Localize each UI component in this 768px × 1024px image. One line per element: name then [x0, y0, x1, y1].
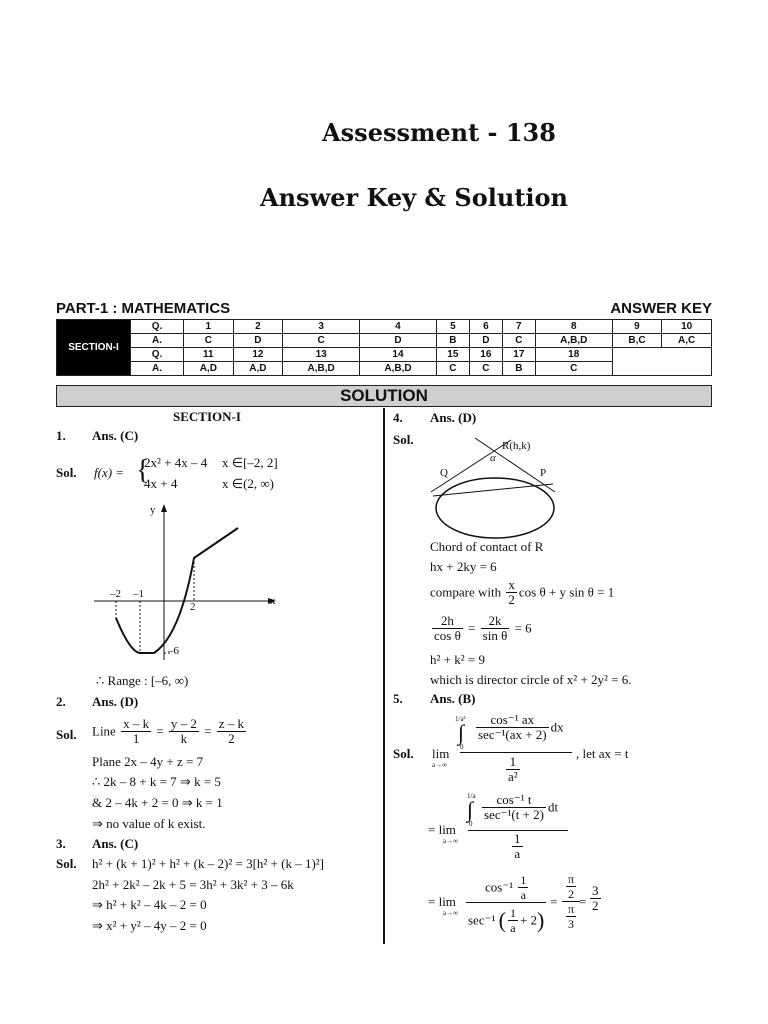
frac-den: cos θ	[434, 628, 461, 643]
den1	[504, 755, 522, 784]
frac-num: x	[508, 577, 515, 592]
integral-sign: ∫	[458, 720, 465, 745]
q4-line6: which is director circle of x² + 2y² = 6.	[430, 672, 632, 687]
frac-num: 3	[592, 883, 599, 898]
eq3: =	[550, 894, 558, 909]
part-label: PART-1 : MATHEMATICS	[56, 300, 231, 317]
frac3-den: 2	[228, 731, 235, 746]
q4-line3	[430, 578, 614, 607]
frac-den: 3	[568, 917, 575, 931]
a-cell: B,C	[612, 334, 662, 348]
frac-num: 1	[514, 831, 521, 846]
q1-case2-domain: x ∈(2, ∞)	[222, 476, 274, 491]
q-cell: 1	[184, 320, 234, 334]
q-cell: 8	[535, 320, 612, 334]
q4-line2: hx + 2ky = 6	[430, 559, 497, 574]
frac-num: 2h	[432, 614, 463, 629]
frac-den: a	[514, 846, 521, 861]
frac-num: π	[568, 872, 575, 886]
q-cell: 11	[184, 348, 234, 362]
a-label: A.	[131, 362, 184, 376]
q-cell: 4	[360, 320, 437, 334]
a-cell: D	[469, 334, 502, 348]
frac-bar	[460, 752, 572, 753]
q-cell: 18	[535, 348, 612, 362]
lim2-sub: a→∞	[443, 837, 459, 845]
label-P: P	[540, 467, 547, 479]
page-subtitle: Answer Key & Solution	[259, 183, 568, 212]
q4-line1: Chord of contact of R	[430, 539, 544, 554]
integral-sign: ∫	[467, 797, 474, 822]
lim2: = lim	[428, 822, 456, 837]
q4-line4: $\frac{2h}{\text{cos θ}}$ = $\frac{2k}{\text{sin θ}}$ = 6	[434, 613, 532, 643]
brace: {	[136, 455, 150, 486]
x-label: x	[270, 595, 276, 607]
a-cell: A,B,D	[535, 334, 612, 348]
q2-line4: & 2 – 4k + 2 = 0 ⇒ k = 1	[92, 795, 223, 810]
a-cell: C	[436, 362, 469, 376]
frac-den: 2	[508, 592, 515, 607]
a-cell: A,C	[662, 334, 712, 348]
a-label: A.	[131, 334, 184, 348]
function-graph	[90, 500, 290, 670]
q-cell: 9	[612, 320, 662, 334]
den3: sec⁻¹ ( $\frac{1}{a}$ + 2)	[468, 906, 545, 935]
frac-den: a²	[508, 769, 518, 784]
q-cell: 7	[502, 320, 535, 334]
a-cell: A,B,D	[360, 362, 437, 376]
a-cell: A,B,D	[283, 362, 360, 376]
asec-text: sec⁻¹	[468, 912, 496, 928]
lower-limit: 0	[469, 820, 473, 828]
plus-two: + 2	[519, 912, 538, 928]
q3-line4: ⇒ x² + y² – 4y – 2 = 0	[92, 918, 207, 933]
q2-number: 2.	[56, 694, 66, 709]
int2-frac	[480, 793, 558, 822]
frac-num: π	[568, 902, 575, 916]
q3-sol-label: Sol.	[56, 856, 77, 871]
y-axis-arrow	[161, 504, 167, 512]
line-word: Line	[92, 723, 116, 739]
frac-num: 1	[506, 755, 520, 770]
answer-key-label: ANSWER KEY	[610, 300, 712, 317]
q1-range: ∴ Range : [–6, ∞)	[96, 673, 189, 688]
label-alpha: α	[490, 452, 496, 464]
lim1: lim	[432, 746, 450, 761]
frac-den: sec⁻¹(ax + 2)	[478, 727, 547, 742]
q3-number: 3.	[56, 836, 66, 851]
section-label: SECTION-I	[57, 320, 131, 376]
let-text: , let ax = t	[576, 746, 629, 761]
frac-num: cos⁻¹ t	[482, 793, 546, 808]
frac-num: 2k	[481, 614, 510, 629]
lim3: = lim	[428, 894, 456, 909]
q2-line3: ∴ 2k – 8 + k = 7 ⇒ k = 5	[92, 774, 221, 789]
q5-answer: Ans. (B)	[430, 691, 476, 706]
section-heading: SECTION-I	[173, 409, 241, 424]
q-cell: 16	[469, 348, 502, 362]
empty-cell	[612, 348, 711, 376]
den2	[510, 832, 525, 861]
q5-sol-label: Sol.	[393, 746, 414, 761]
q1-case1-domain: x ∈[–2, 2]	[222, 455, 278, 470]
frac-den: a	[520, 888, 526, 902]
eq4: =	[579, 894, 587, 909]
y-label: y	[150, 504, 156, 516]
eq-sign: =	[204, 723, 212, 739]
a-cell: C	[283, 334, 360, 348]
page-title: Assessment - 138	[322, 118, 556, 147]
frac2-num: y – 2	[170, 716, 197, 731]
q3-line1: h² + (k + 1)² + h² + (k – 2)² = 3[h² + (k – 1)²]	[92, 856, 325, 871]
a-cell: B	[502, 362, 535, 376]
q-cell: 13	[283, 348, 360, 362]
frac-num: 1	[520, 873, 527, 887]
ellipse-diagram	[425, 430, 575, 540]
frac-den: sec⁻¹(t + 2)	[484, 807, 544, 822]
q-cell: 6	[469, 320, 502, 334]
num3	[485, 873, 530, 902]
column-divider	[383, 408, 385, 944]
q-cell: 2	[233, 320, 283, 334]
q2-line2: Plane 2x – 4y + z = 7	[92, 754, 204, 769]
equals-six: = 6	[514, 620, 532, 636]
upper-limit: 1/a	[467, 792, 476, 800]
answer-key-table	[56, 319, 712, 376]
frac-den: a	[510, 921, 516, 935]
q2-line-eq	[92, 717, 248, 746]
frac-num: cos⁻¹ ax	[476, 713, 549, 728]
q-cell: 10	[662, 320, 712, 334]
frac1-num: x – k	[123, 716, 150, 731]
frac3-num: z – k	[218, 716, 245, 731]
q1-answer: Ans. (C)	[92, 428, 139, 443]
q-cell: 12	[233, 348, 283, 362]
a-cell: C	[469, 362, 502, 376]
lim3-sub: a→∞	[443, 909, 459, 917]
frac2-den: k	[180, 731, 188, 746]
q-cell: 17	[502, 348, 535, 362]
q5-number: 5.	[393, 691, 403, 706]
tangent-left	[431, 440, 511, 492]
compare-rest: cos θ + y sin θ = 1	[518, 584, 615, 600]
tick-2: 2	[190, 601, 196, 613]
frac1-den: 1	[132, 731, 140, 746]
a-cell: A,D	[184, 362, 234, 376]
solution-bar: SOLUTION	[56, 385, 712, 407]
frac-den: 2	[592, 898, 599, 913]
frac-bar	[466, 902, 546, 903]
frac-den: 2	[568, 887, 575, 901]
dx: dx	[550, 719, 564, 735]
a-cell: C	[184, 334, 234, 348]
a-cell: C	[535, 362, 612, 376]
a-cell: D	[233, 334, 283, 348]
q1-case2: 4x + 4	[144, 476, 178, 491]
q2-line5: ⇒ no value of k exist.	[92, 816, 206, 831]
lim1-sub: a→∞	[432, 761, 448, 769]
dt: dt	[547, 799, 559, 815]
tick-neg2: –2	[110, 588, 121, 600]
q2-sol-label: Sol.	[56, 727, 77, 742]
acos-text: cos⁻¹	[485, 879, 514, 895]
a-cell: B	[436, 334, 469, 348]
chord	[433, 484, 553, 496]
q1-function: f(x) =	[94, 465, 125, 480]
q1-number: 1.	[56, 428, 66, 443]
q3-line3: ⇒ h² + k² – 4k – 2 = 0	[92, 897, 207, 912]
q-cell: 3	[283, 320, 360, 334]
int-frac	[474, 713, 564, 742]
q-label: Q.	[131, 320, 184, 334]
upper-limit: 1/a²	[455, 715, 466, 723]
frac-den: sin θ	[482, 628, 508, 643]
label-Q: Q	[440, 467, 448, 479]
eq-sign: =	[156, 723, 164, 739]
q-cell: 5	[436, 320, 469, 334]
lower-limit: 0	[460, 743, 464, 751]
tick-neg1: –1	[133, 588, 144, 600]
q4-line5: h² + k² = 9	[430, 652, 485, 667]
q-cell: 15	[436, 348, 469, 362]
a-cell: C	[502, 334, 535, 348]
q4-answer: Ans. (D)	[430, 410, 477, 425]
q1-sol-label: Sol.	[56, 465, 77, 480]
q3-line2: 2h² + 2k² – 2k + 5 = 3h² + 3k² + 3 – 6k	[92, 877, 294, 892]
q-label: Q.	[131, 348, 184, 362]
q-cell: 14	[360, 348, 437, 362]
compare-text: compare with	[430, 584, 502, 600]
a-cell: D	[360, 334, 437, 348]
q4-sol-label: Sol.	[393, 432, 414, 447]
ellipse	[436, 478, 554, 538]
q2-answer: Ans. (D)	[92, 694, 139, 709]
q3-answer: Ans. (C)	[92, 836, 139, 851]
a-cell: A,D	[233, 362, 283, 376]
q4-number: 4.	[393, 410, 403, 425]
tick-neg6: –6	[168, 645, 179, 657]
q1-case1: 2x² + 4x – 4	[144, 455, 208, 470]
frac-num: 1	[509, 906, 516, 920]
result-frac	[588, 884, 603, 913]
label-R: R(h,k)	[502, 440, 531, 452]
